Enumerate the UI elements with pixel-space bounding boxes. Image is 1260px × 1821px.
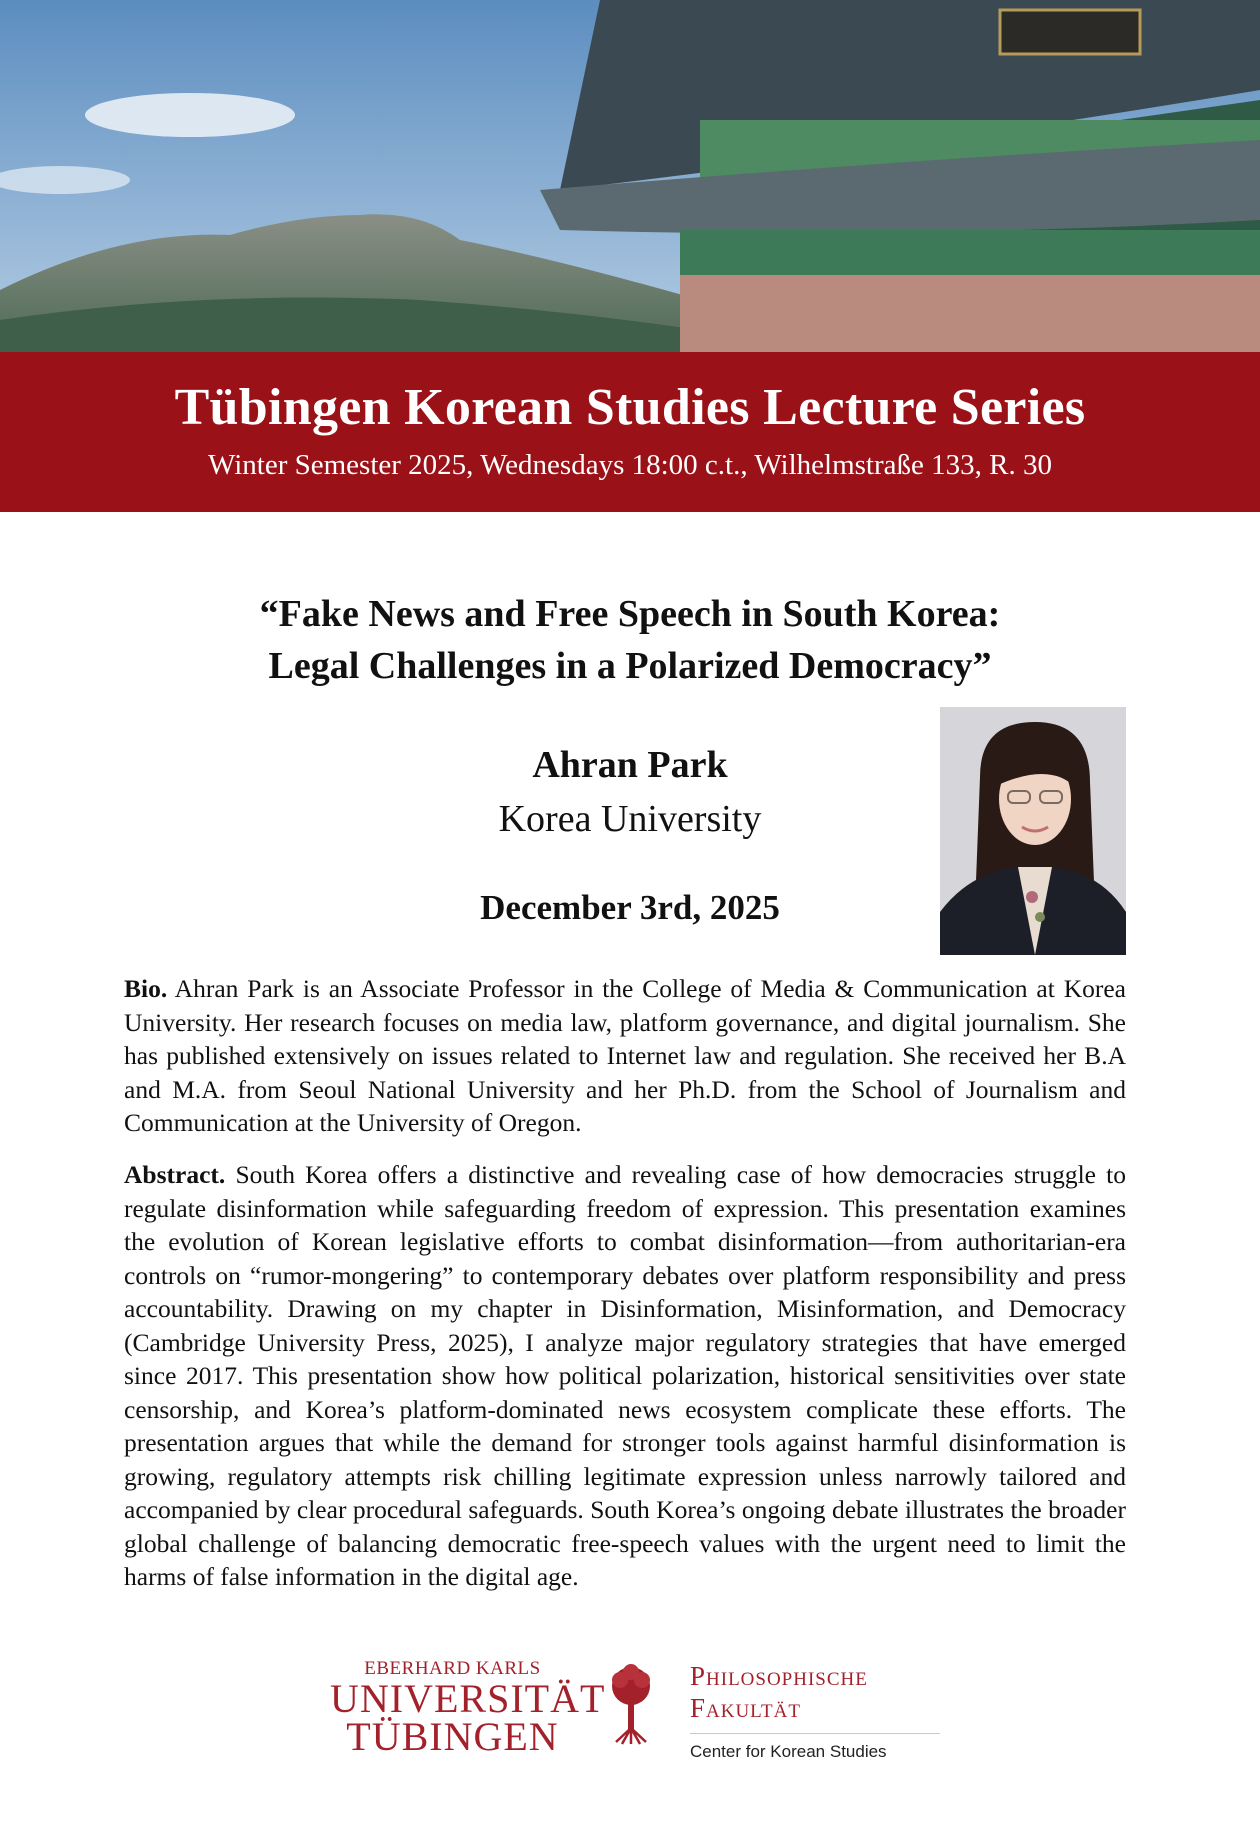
abstract-text: South Korea offers a distinctive and revealing case of how democracies struggle to regulate disinformation while safeguarding freedom of expression. This presentation examines the evolution of Korean legislative efforts to combat disinformation—from authoritarian-era controls on “rumor-mongering” to contemporary debates over platform responsibility and press accountability. Drawing on my chapter in Disinformation, Misinformation, and Democracy (Cambridge University Press, 2025), I analyze major regulatory strategies that have emerged since 2017. This presentation show how political polarization, historical sensitivities over state censorship, and Korea’s platform-dominated news ecosystem complicate these efforts. The presentation argues that while the demand for stronger tools against harmful disinformation is growing, regulatory attempts risk chilling legitimate expression unless narrowly tailored and accompanied by clear procedural safeguards. South Korea’s ongoing debate illustrates the broader global challenge of balancing democratic free-speech values with the urgent need to limit the harms of false information in the digital age. (124, 1160, 1126, 1591)
series-title: Tübingen Korean Studies Lecture Series (174, 379, 1086, 436)
speaker-affiliation: Korea University (498, 798, 762, 840)
speaker-name: Ahran Park (532, 744, 728, 786)
center-name: Center for Korean Studies (690, 1742, 887, 1761)
footer-logos (0, 1650, 1260, 1780)
tree-seal-icon (608, 1660, 654, 1746)
hero-image (0, 0, 1260, 352)
abstract-label: Abstract. (124, 1160, 226, 1189)
university-small-text: EBERHARD KARLS (364, 1658, 541, 1679)
talk-title-line-2: Legal Challenges in a Polarized Democracy” (268, 645, 992, 687)
university-line-1: UNIVERSITÄT (330, 1676, 606, 1721)
talk-title (0, 588, 1260, 692)
university-line-2: TÜBINGEN (346, 1714, 559, 1759)
bio-paragraph (124, 972, 1126, 1140)
talk-date: December 3rd, 2025 (480, 888, 780, 927)
header-banner (0, 352, 1260, 512)
talk-title-line-1: “Fake News and Free Speech in South Korea: (259, 593, 1001, 635)
speaker-block (410, 743, 850, 841)
faculty-name (690, 1660, 868, 1724)
faculty-line-2: Fakultät (690, 1693, 801, 1723)
faculty-line-1: Philosophische (690, 1661, 868, 1691)
bio-text: Ahran Park is an Associate Professor in the College of Media & Communication at Korea University. Her research focuses on media law, platform governance, and digital journalism. She has published extensively on issues related to Internet law and regulation. She received her B.A and M.A. from Seoul National University and her Ph.D. from the School of Journalism and Communication at the University of Oregon. (124, 974, 1126, 1137)
series-subtitle: Winter Semester 2025, Wednesdays 18:00 c.t., Wilhelmstraße 133, R. 30 (208, 449, 1052, 481)
abstract-paragraph (124, 1158, 1126, 1594)
university-logo (330, 1658, 606, 1759)
footer-divider (690, 1733, 940, 1734)
bio-label: Bio. (124, 974, 168, 1003)
speaker-portrait (940, 707, 1126, 955)
